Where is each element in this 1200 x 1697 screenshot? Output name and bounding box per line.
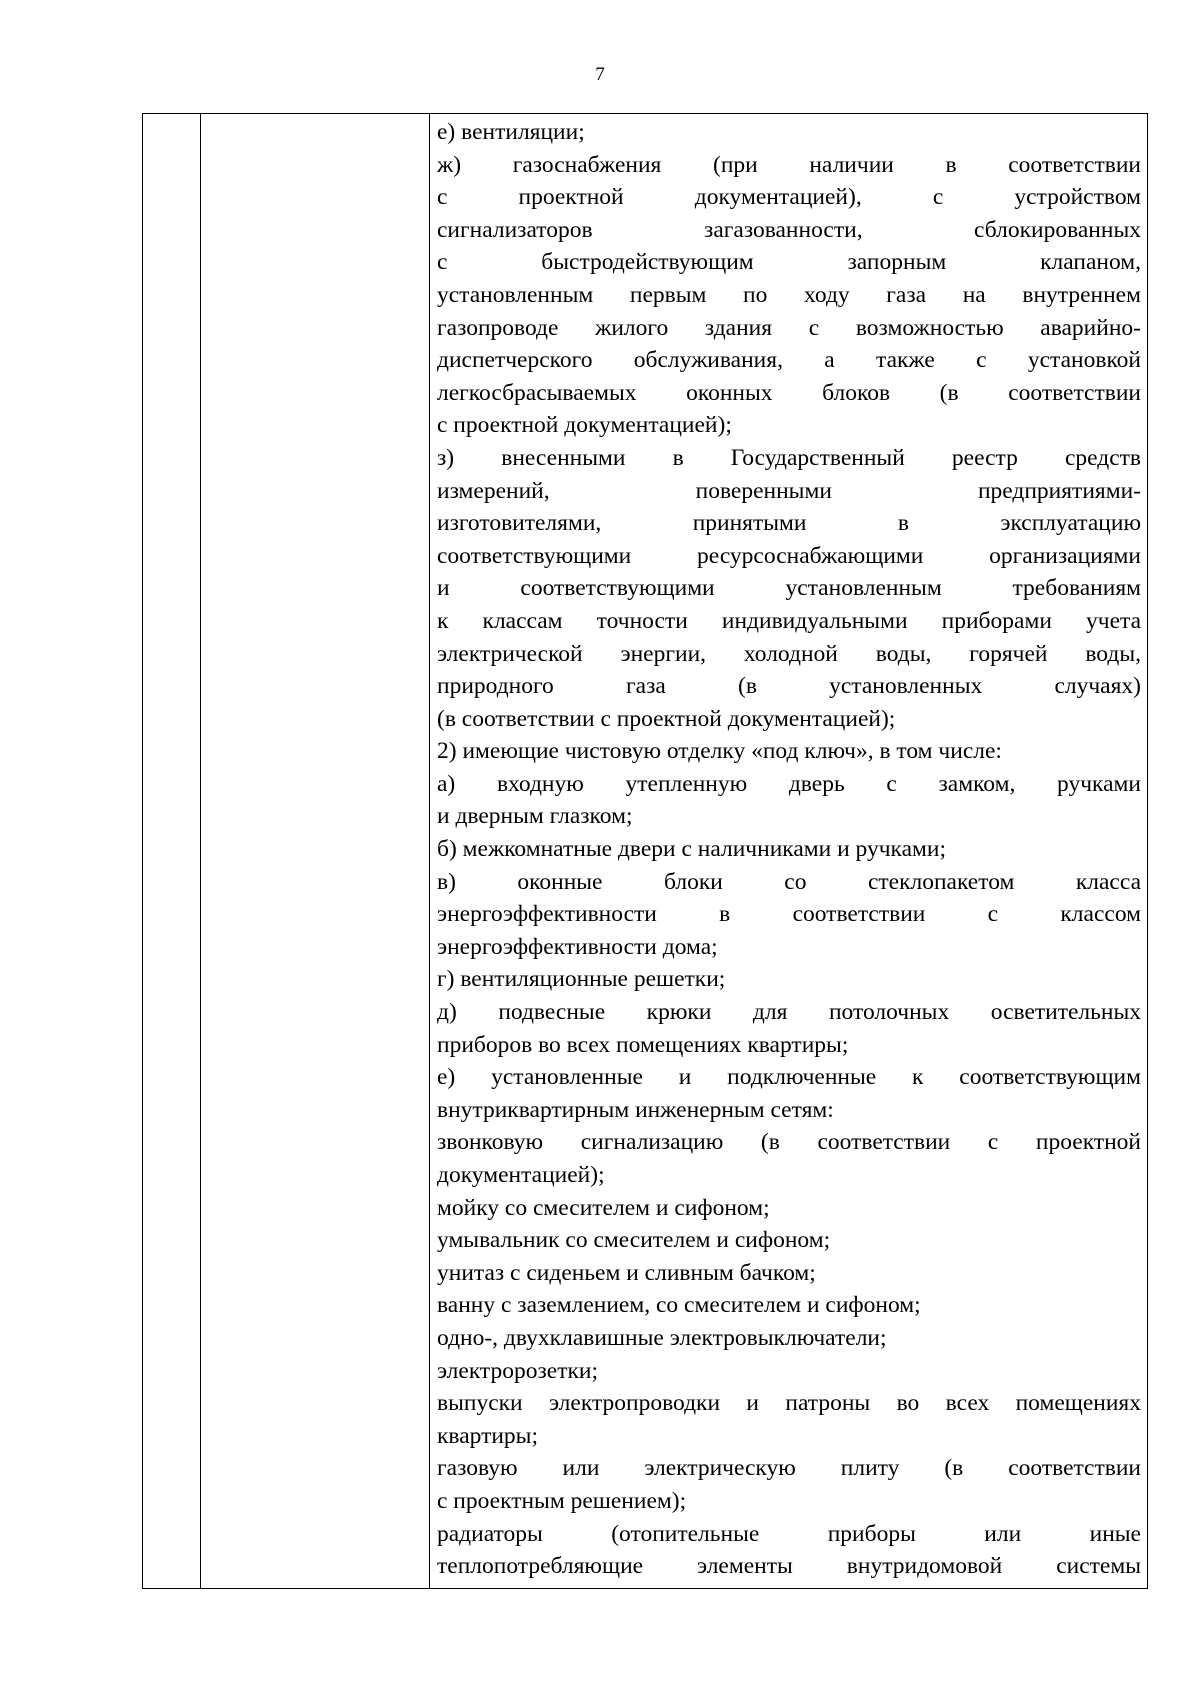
text-line: ванну с заземлением, со смесителем и сифоном;	[437, 1292, 921, 1319]
document-table	[142, 113, 1148, 1589]
text-line: энергоэффективности в соответствии с классом	[437, 901, 1141, 928]
column-divider-1	[200, 114, 201, 1588]
text-line: звонковую сигнализацию (в соответствии с проектной	[437, 1129, 1141, 1156]
text-line: природного газа (в установленных случаях)	[437, 673, 1141, 700]
text-line: с проектной документацией);	[437, 412, 732, 439]
text-line: з) внесенными в Государственный реестр средств	[437, 444, 1141, 471]
text-line: а) входную утепленную дверь с замком, ручками	[437, 770, 1141, 797]
text-line: с быстродействующим запорным клапаном,	[437, 249, 1141, 276]
text-line: с проектной документацией), с устройством	[437, 184, 1141, 211]
text-line: внутриквартирным инженерным сетям:	[437, 1096, 834, 1123]
text-line: к классам точности индивидуальными приборами учета	[437, 607, 1141, 634]
text-line: сигнализаторов загазованности, сблокированных	[437, 216, 1141, 243]
text-line: энергоэффективности дома;	[437, 933, 718, 960]
text-line: г) вентиляционные решетки;	[437, 966, 726, 993]
text-line: газопроводе жилого здания с возможностью аварийно-	[437, 314, 1141, 341]
text-line: изготовителями, принятыми в эксплуатацию	[437, 510, 1141, 537]
text-line: электрической энергии, холодной воды, горячей воды,	[437, 640, 1141, 667]
text-line: газовую или электрическую плиту (в соответствии	[437, 1455, 1141, 1482]
text-line: е) установленные и подключенные к соответствующим	[437, 1064, 1141, 1091]
text-line: выпуски электропроводки и патроны во всех помещениях	[437, 1390, 1141, 1417]
requirements-text-cell	[437, 116, 1141, 1583]
text-line: в) оконные блоки со стеклопакетом класса	[437, 868, 1141, 895]
text-line: 2) имеющие чистовую отделку «под ключ», в том числе:	[437, 738, 1002, 765]
text-line: е) вентиляции;	[437, 119, 585, 145]
text-line: приборов во всех помещениях квартиры;	[437, 1031, 849, 1058]
text-line: д) подвесные крюки для потолочных осветительных	[437, 999, 1141, 1026]
text-line: легкосбрасываемых оконных блоков (в соответствии	[437, 379, 1141, 406]
text-line: установленным первым по ходу газа на внутреннем	[437, 281, 1141, 308]
text-line: квартиры;	[437, 1422, 538, 1449]
text-line: документацией);	[437, 1162, 605, 1188]
text-line: диспетчерского обслуживания, а также с установкой	[437, 347, 1141, 374]
text-line: б) межкомнатные двери с наличниками и ручками;	[437, 836, 947, 863]
text-line: и соответствующими установленным требованиям	[437, 575, 1141, 602]
text-line: теплопотребляющие элементы внутридомовой системы	[437, 1553, 1141, 1580]
text-line: с проектным решением);	[437, 1487, 687, 1514]
text-line: и дверным глазком;	[437, 803, 633, 830]
text-line: измерений, поверенными предприятиями-	[437, 477, 1141, 504]
text-line: умывальник со смесителем и сифоном;	[437, 1227, 831, 1254]
text-line: одно-, двухклавишные электровыключатели;	[437, 1324, 887, 1351]
text-line: унитаз с сиденьем и сливным бачком;	[437, 1259, 816, 1286]
text-line: электророзетки;	[437, 1357, 598, 1384]
text-line: ж) газоснабжения (при наличии в соответствии	[437, 151, 1141, 178]
page-number: 7	[595, 64, 605, 85]
text-line: соответствующими ресурсоснабжающими организациями	[437, 542, 1141, 569]
text-line: радиаторы (отопительные приборы или иные	[437, 1520, 1141, 1547]
column-divider-2	[429, 114, 430, 1588]
text-line: (в соответствии с проектной документацией);	[437, 705, 896, 732]
text-line: мойку со смесителем и сифоном;	[437, 1194, 770, 1221]
